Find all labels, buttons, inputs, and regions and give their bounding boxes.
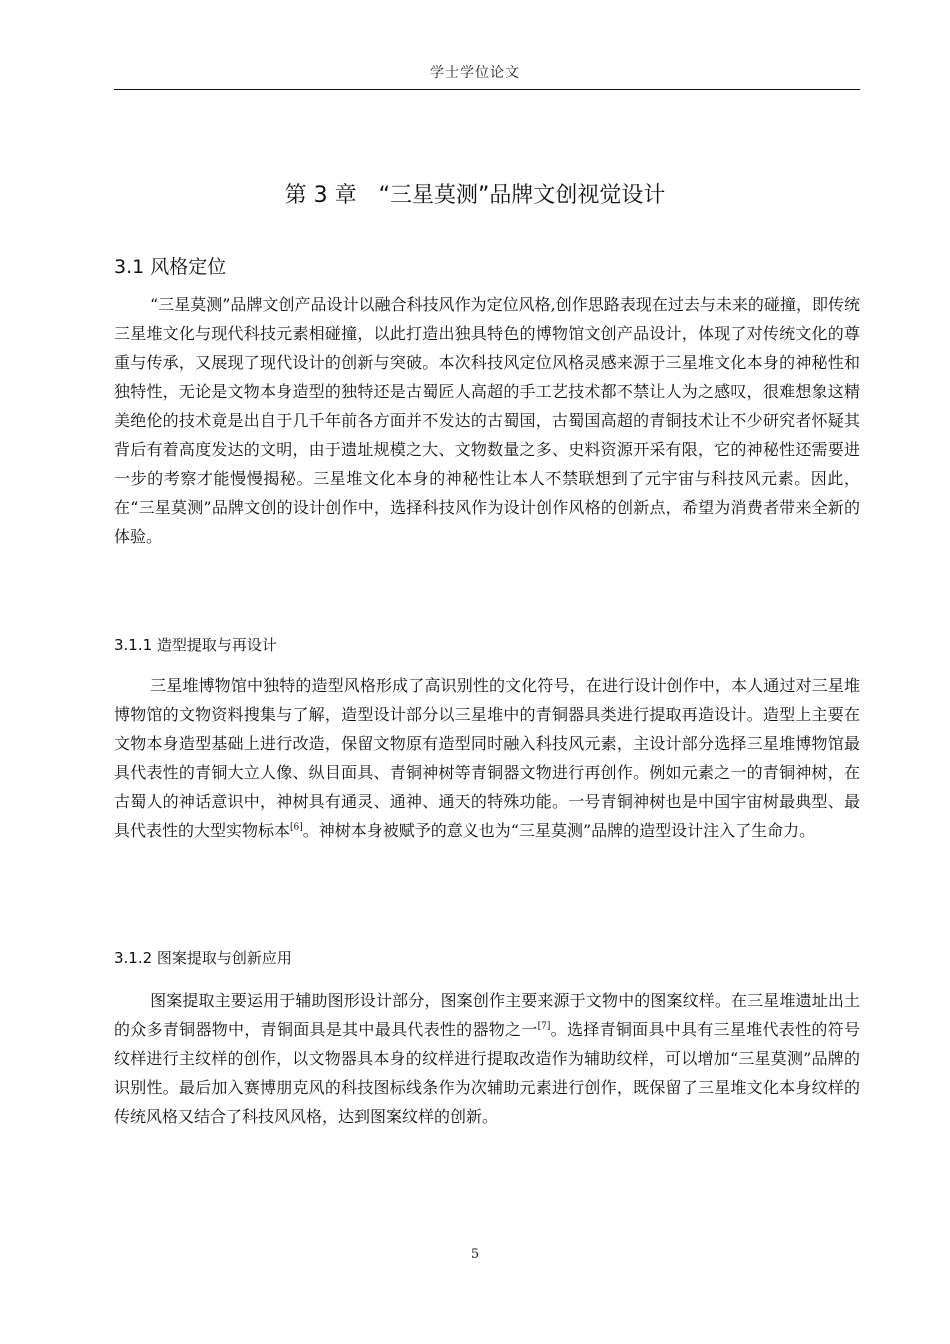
- section-3-1-paragraph: [114, 290, 860, 551]
- section-3-1-2-paragraph: [114, 986, 860, 1131]
- section-3-1-text: “三星莫测”品牌文创产品设计以融合科技风作为定位风格,创作思路表现在过去与未来的碰撞，即传统三星堆文化与现代科技元素相碰撞，以此打造出独具特色的博物馆文创产品设计，体现了对传统文化的尊重与传承，又展现了现代设计的创新与突破。本次科技风定位风格灵感来源于三星堆文化本身的神秘性和独特性，无论是文物本身造型的独特还是古蜀匠人高超的手工艺技术都不禁让人为之感叹，很难想象这精美绝伦的技术竟是出自于几千年前各方面并不发达的古蜀国，古蜀国高超的青铜技术让不少研究者怀疑其背后有着高度发达的文明，由于遗址规模之大、文物数量之多、史料资源开采有限，它的神秘性还需要进一步的考察才能慢慢揭秘。三星堆文化本身的神秘性让本人不禁联想到了元宇宙与科技风元素。因此，在“三星莫测”品牌文创的设计创作中，选择科技风作为设计创作风格的创新点，希望为消费者带来全新的体验。: [114, 295, 860, 546]
- section-3-1-1-paragraph: [114, 671, 860, 845]
- citation-6: [6]: [290, 822, 303, 833]
- section-3-1-heading: 3.1 风格定位: [114, 256, 227, 278]
- chapter-title: 第 3 章 “三星莫测”品牌文创视觉设计: [284, 183, 666, 208]
- section-3-1-1-heading: 3.1.1 造型提取与再设计: [114, 636, 277, 654]
- section-3-1-2-heading: 3.1.2 图案提取与创新应用: [114, 949, 292, 967]
- section-3-1-2-text-a: 图案提取主要运用于辅助图形设计部分，图案创作主要来源于文物中的图案纹样。在三星堆遗址出土的众多青铜器物中，青铜面具是其中最具代表性的器物之一: [114, 991, 860, 1039]
- section-3-1-1-text-a: 三星堆博物馆中独特的造型风格形成了高识别性的文化符号，在进行设计创作中，本人通过对三星堆博物馆的文物资料搜集与了解，造型设计部分以三星堆中的青铜器具类进行提取再造设计。造型上主要在文物本身造型基础上进行改造，保留文物原有造型同时融入科技风元素，主设计部分选择三星堆博物馆最具代表性的青铜大立人像、纵目面具、青铜神树等青铜器文物进行再创作。例如元素之一的青铜神树，在古蜀人的神话意识中，神树具有通灵、通神、通天的特殊功能。一号青铜神树也是中国宇宙树最典型、最具代表性的大型实物标本: [114, 676, 860, 840]
- page-number: 5: [470, 1247, 480, 1262]
- header-divider: [114, 89, 860, 90]
- section-3-1-1-text-b: 。神树本身被赋予的意义也为“三星莫测”品牌的造型设计注入了生命力。: [302, 821, 816, 840]
- section-3-1-2-text-b: 。选择青铜面具中具有三星堆代表性的符号纹样进行主纹样的创作，以文物器具本身的纹样进行提取改造作为辅助纹样，可以增加“三星莫测”品牌的识别性。最后加入赛博朋克风的科技图标线条作为次辅助元素进行创作，既保留了三星堆文化本身纹样的传统风格又结合了科技风风格，达到图案纹样的创新。: [114, 1020, 860, 1126]
- running-header-title: 学士学位论文: [430, 65, 520, 81]
- citation-7: [7]: [537, 1021, 551, 1032]
